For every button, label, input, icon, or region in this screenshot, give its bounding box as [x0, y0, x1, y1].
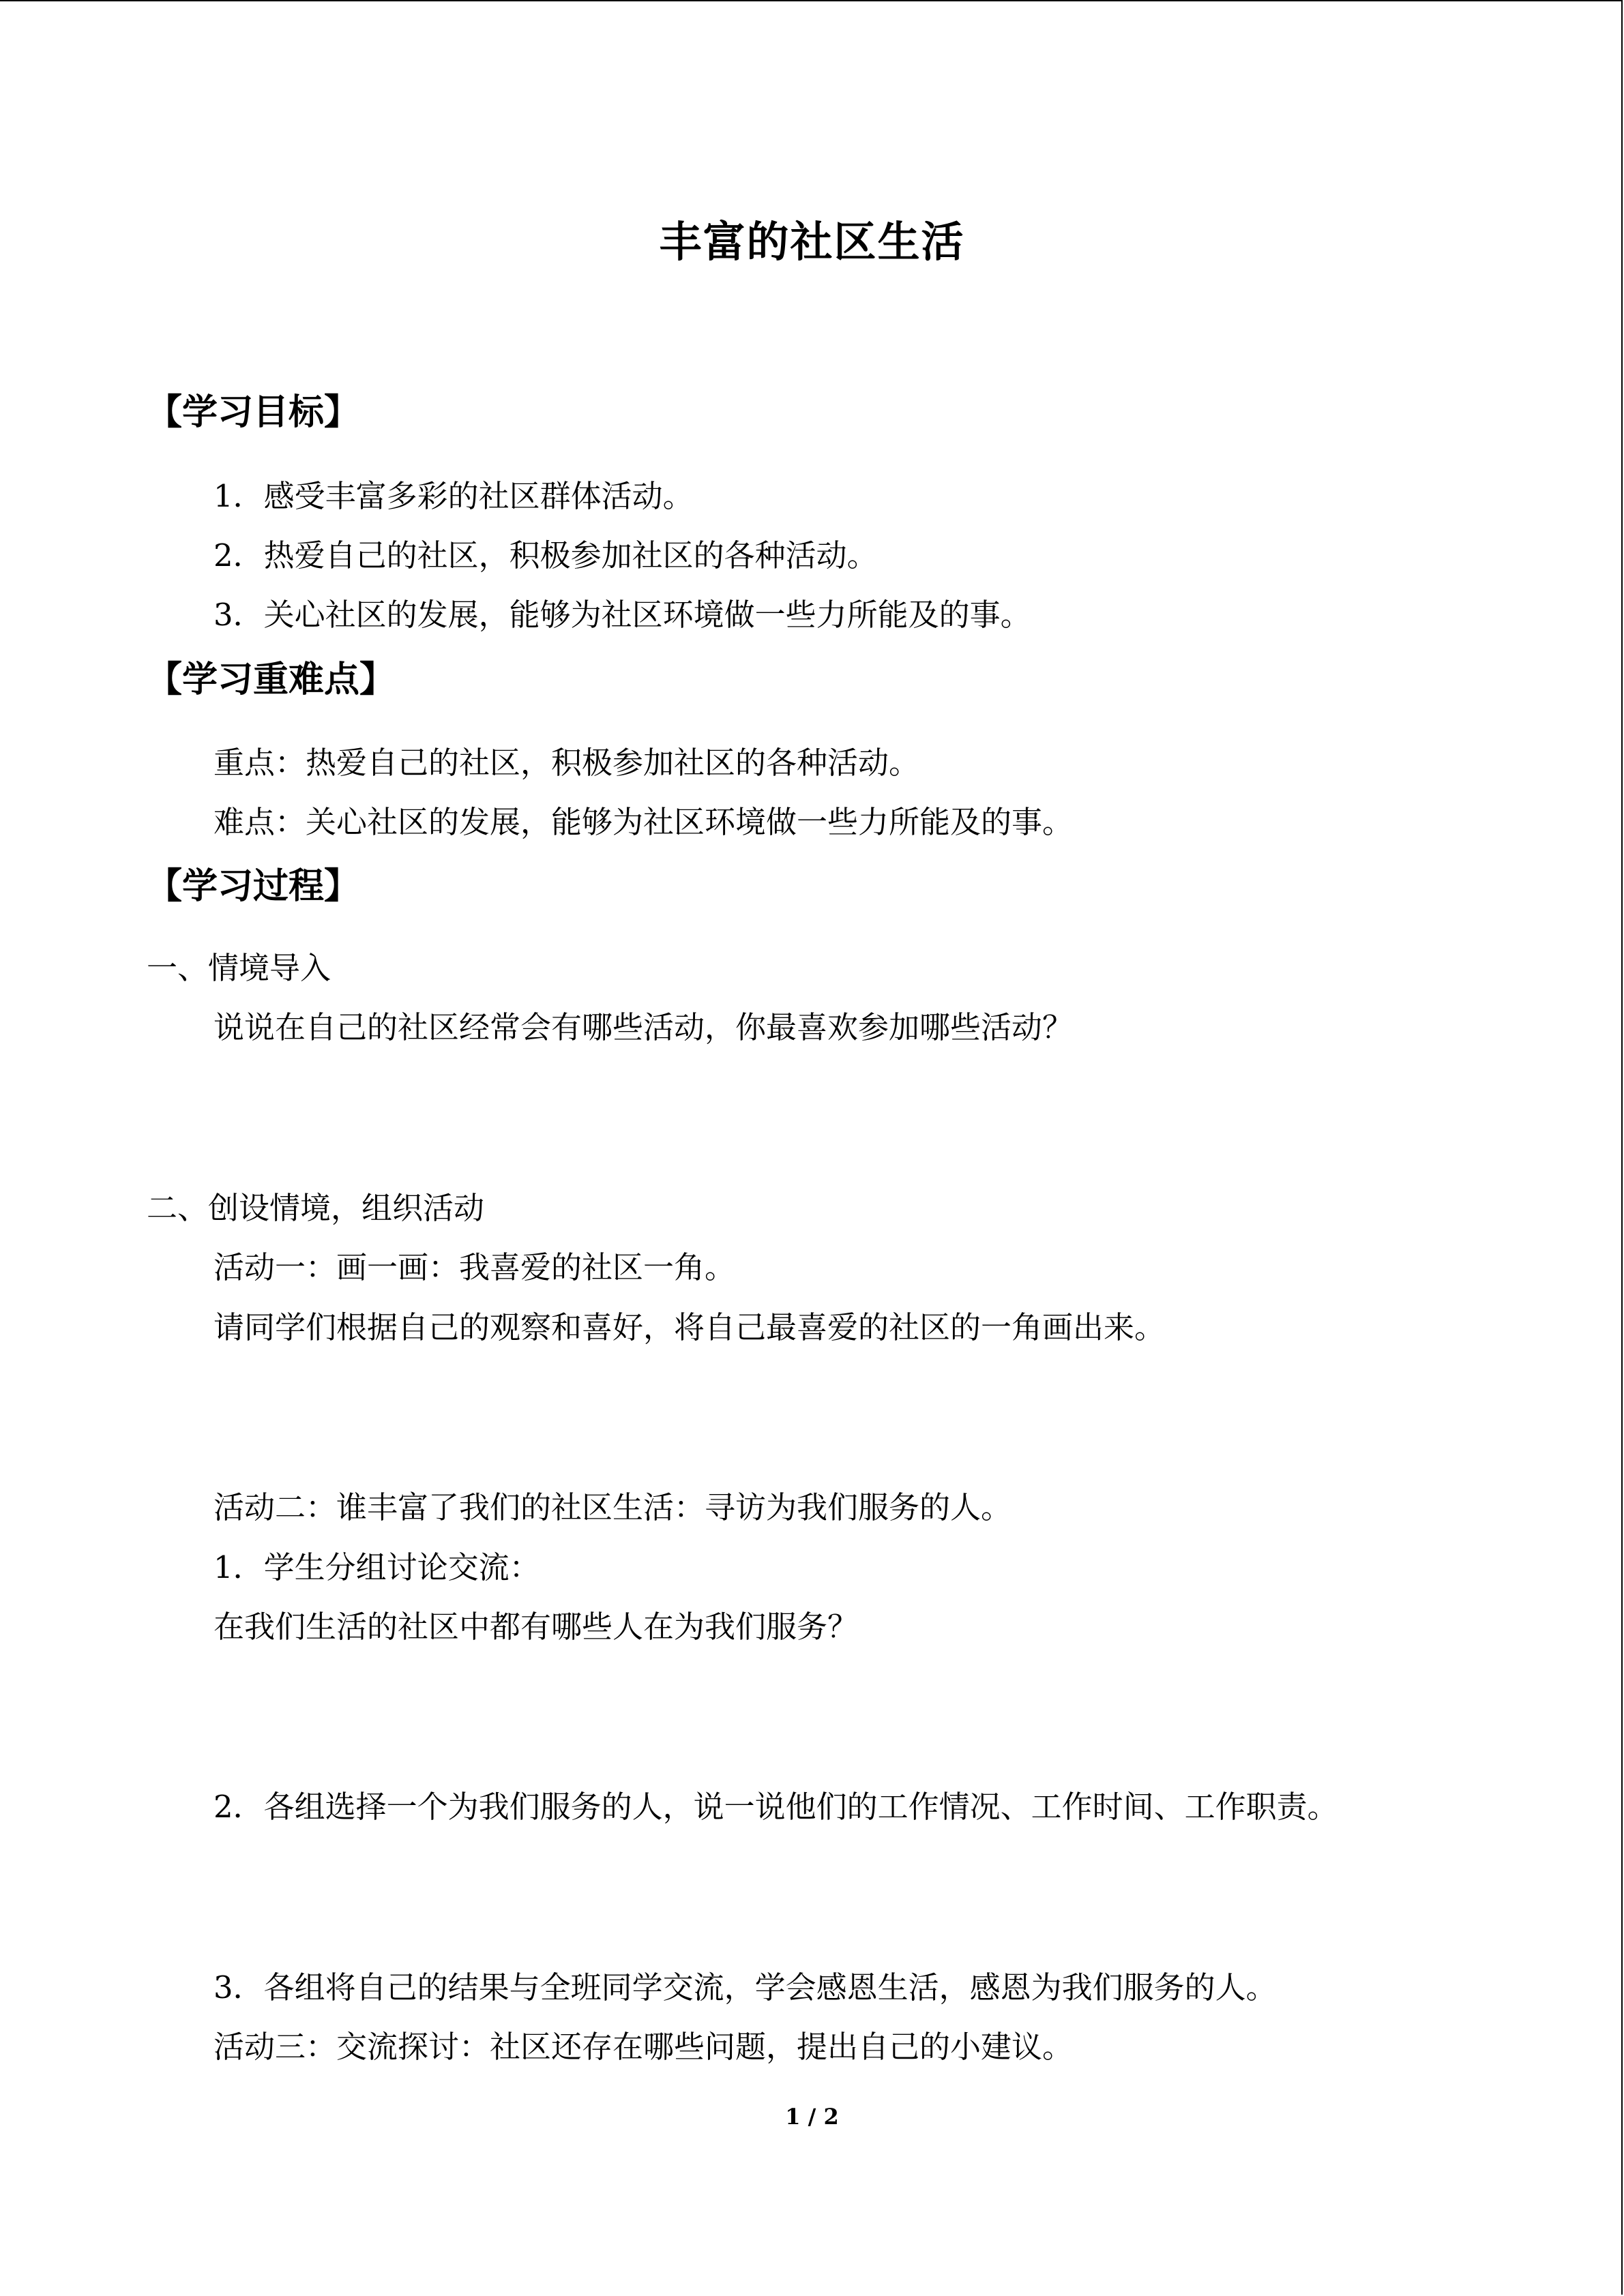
process-part2-title: 二、创设情境，组织活动	[147, 1190, 485, 1226]
activity2-title: 活动二：谁丰富了我们的社区生活：寻访为我们服务的人。	[213, 1489, 1012, 1525]
activity2-step1: 1．学生分组讨论交流：	[213, 1549, 540, 1585]
goal-item-1: 1．感受丰富多彩的社区群体活动。	[213, 478, 694, 514]
section-heading-key-points: 【学习重难点】	[147, 659, 396, 700]
activity1-title: 活动一：画一画：我喜爱的社区一角。	[213, 1249, 736, 1285]
document-title: 丰富的社区生活	[659, 217, 965, 267]
activity2-step1-question: 在我们生活的社区中都有哪些人在为我们服务？	[213, 1609, 859, 1645]
goal-item-3: 3．关心社区的发展，能够为社区环境做一些力所能及的事。	[213, 597, 1031, 633]
activity1-text: 请同学们根据自己的观察和喜好，将自己最喜爱的社区的一角画出来。	[213, 1309, 1166, 1345]
process-part1-title: 一、情境导入	[147, 950, 331, 986]
key-point-item-2: 难点：关心社区的发展，能够为社区环境做一些力所能及的事。	[213, 804, 1074, 840]
activity2-step2: 2．各组选择一个为我们服务的人，说一说他们的工作情况、工作时间、工作职责。	[213, 1789, 1338, 1825]
section-heading-process: 【学习过程】	[147, 865, 360, 907]
activity3-title: 活动三：交流探讨：社区还存在哪些问题，提出自己的小建议。	[213, 2029, 1074, 2065]
section-heading-goals: 【学习目标】	[147, 391, 360, 433]
page-number: 1 / 2	[785, 2104, 839, 2130]
process-part1-text: 说说在自己的社区经常会有哪些活动，你最喜欢参加哪些活动？	[213, 1009, 1074, 1045]
goal-item-2: 2．热爱自己的社区，积极参加社区的各种活动。	[213, 537, 878, 573]
key-point-item-1: 重点：热爱自己的社区，积极参加社区的各种活动。	[213, 745, 920, 781]
activity2-step3: 3．各组将自己的结果与全班同学交流，学会感恩生活，感恩为我们服务的人。	[213, 1969, 1277, 2006]
